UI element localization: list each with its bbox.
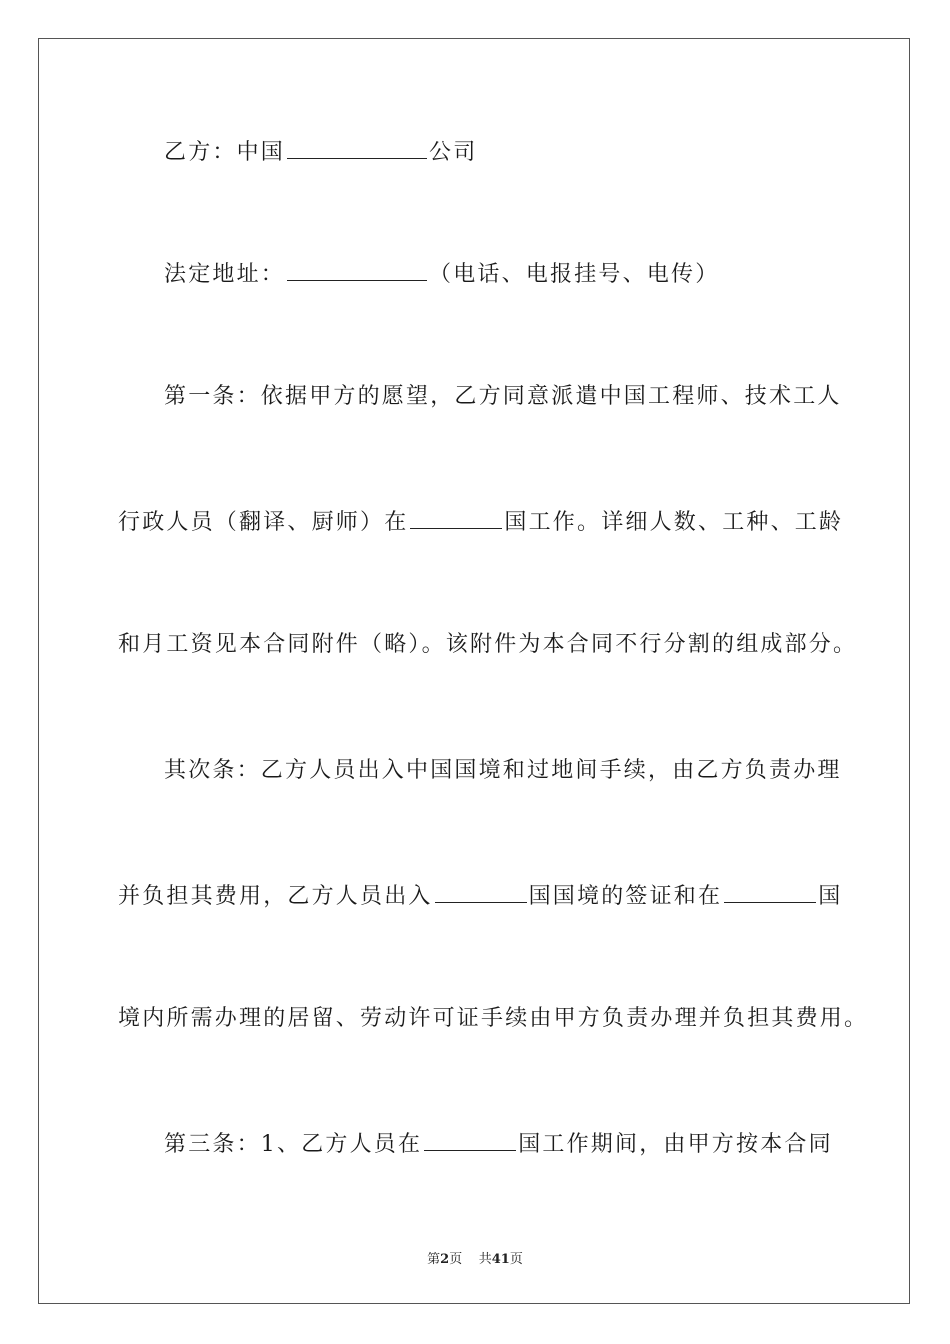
fill-blank (724, 880, 816, 903)
text-segment: 境内所需办理的居留、劳动许可证手续由甲方负责办理并负担其费用。 (118, 1006, 869, 1031)
text-segment: 行政人员（翻译、厨师）在 (118, 510, 409, 535)
text-segment: 国 (818, 884, 843, 909)
footer-prefix: 第 (427, 1252, 441, 1267)
text-segment: 法定地址： (164, 262, 286, 287)
footer-total-prefix: 共 (478, 1252, 492, 1267)
text-segment: 公司 (429, 140, 478, 165)
text-segment: 第一条：依据甲方的愿望，乙方同意派遣中国工程师、技术工人 (164, 384, 842, 409)
fill-blank (287, 258, 427, 281)
text-segment: 乙方：中国 (164, 140, 286, 165)
article-2-line-3 (118, 1004, 868, 1034)
current-page-number: 2 (440, 1252, 450, 1267)
footer-page-suffix: 页 (449, 1252, 463, 1267)
total-page-count: 41 (491, 1252, 510, 1267)
fill-blank (424, 1128, 516, 1151)
text-segment: 国国境的签证和在 (528, 884, 723, 909)
text-segment: 其次条：乙方人员出入中国国境和过地间手续，由乙方负责办理 (164, 758, 842, 783)
text-segment: 国工作期间，由甲方按本合同 (518, 1132, 833, 1157)
article-1-line-2 (118, 506, 843, 538)
fill-blank (435, 880, 527, 903)
text-segment: 第三条：1、乙方人员在 (164, 1132, 423, 1157)
text-segment: 并负担其费用，乙方人员出入 (118, 884, 433, 909)
party-b-line (164, 136, 477, 168)
text-segment: （电话、电报挂号、电传） (429, 262, 720, 287)
article-2-line-1 (164, 756, 842, 786)
article-2-line-2 (118, 880, 842, 912)
page-footer (0, 1248, 950, 1267)
fill-blank (410, 506, 502, 529)
text-segment: 和月工资见本合同附件（略）。该附件为本合同不行分割的组成部分。 (118, 632, 858, 657)
article-1-line-1 (164, 382, 842, 412)
page-border (38, 38, 910, 1304)
text-segment: 国工作。详细人数、工种、工龄 (504, 510, 844, 535)
footer-total-suffix: 页 (509, 1252, 523, 1267)
legal-address-line (164, 258, 719, 290)
article-1-line-3 (118, 630, 857, 660)
article-3-line-1 (164, 1128, 833, 1160)
fill-blank (287, 136, 427, 159)
